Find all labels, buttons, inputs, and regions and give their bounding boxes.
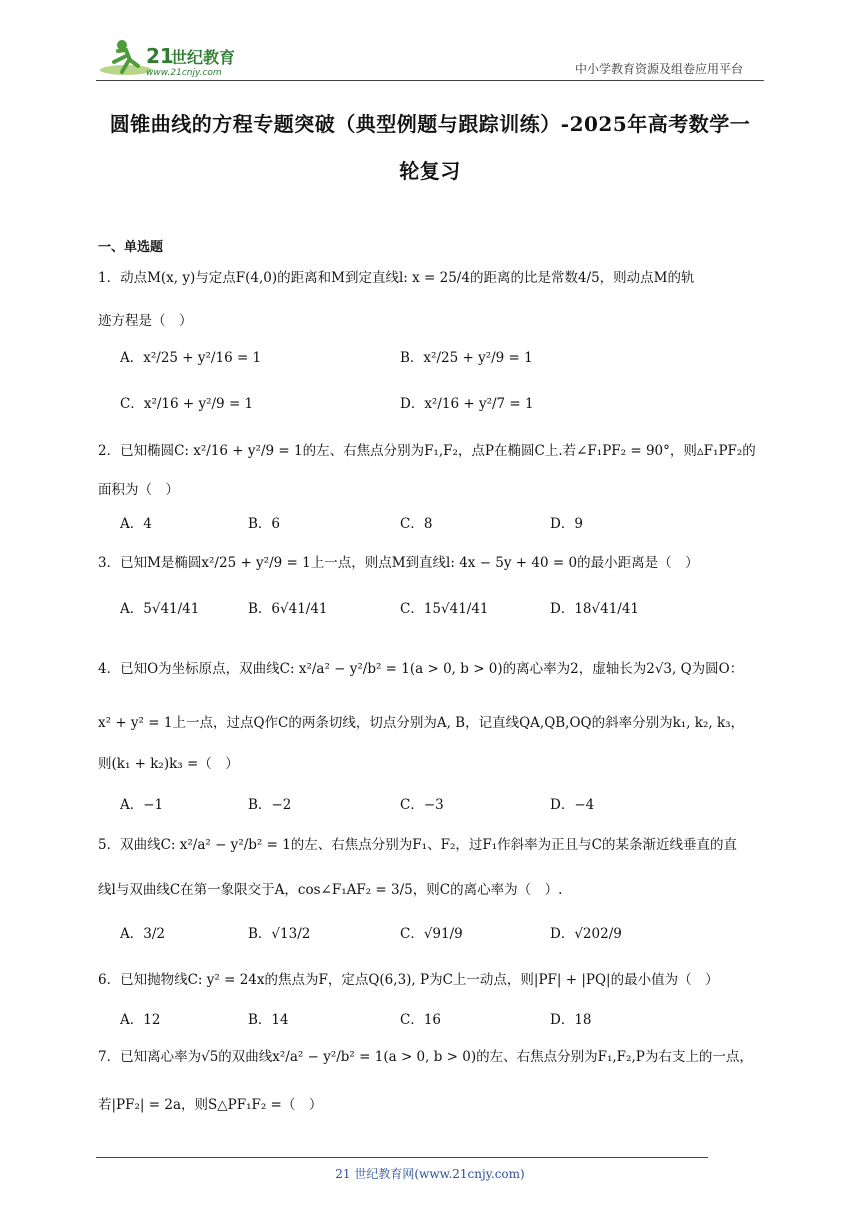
q6-option-d[interactable]: D．18	[550, 1012, 592, 1028]
q1-stem-line-1: 1．动点M(x, y)与定点F(4,0)的距离和M到定直线l: x = 25/4的距离的比是常数4/5，则动点M的轨	[98, 270, 695, 286]
q4-stem-line-1: 4．已知O为坐标原点，双曲线C: x²/a² − y²/b² = 1(a > 0, b > 0)的离心率为2，虚轴长为2√3, Q为圆O：	[98, 661, 744, 677]
q3-option-b[interactable]: B．6√41/41	[248, 601, 328, 617]
header-tagline: 中小学教育资源及组卷应用平台	[575, 62, 744, 76]
header-divider	[96, 80, 764, 81]
svg-text:世纪教育: 世纪教育	[171, 48, 236, 67]
q6-option-c[interactable]: C．16	[400, 1012, 442, 1028]
q3-option-a[interactable]: A．5√41/41	[120, 601, 200, 617]
footer-link[interactable]: 21 世纪教育网(www.21cnjy.com)	[335, 1167, 525, 1181]
footer-divider	[96, 1157, 708, 1158]
q2-stem-line-1: 2．已知椭圆C: x²/16 + y²/9 = 1的左、右焦点分别为F₁,F₂，点P在椭圆C上.若∠F₁PF₂ = 90°，则▵F₁PF₂的	[98, 443, 756, 459]
q4-option-b[interactable]: B．−2	[248, 797, 292, 813]
svg-text:www.21cnjy.com: www.21cnjy.com	[146, 68, 222, 78]
q1-stem-line-2: 迹方程是（ ）	[98, 313, 193, 329]
svg-text:21: 21	[146, 44, 174, 68]
q5-option-b[interactable]: B．√13/2	[248, 926, 311, 942]
q2-option-a[interactable]: A．4	[120, 516, 152, 532]
q4-stem-line-3: 则(k₁ + k₂)k₃ =（ ）	[98, 756, 239, 772]
q3-stem-line-1: 3．已知M是椭圆x²/25 + y²/9 = 1上一点，则点M到直线l: 4x − 5y + 40 = 0的最小距离是（ ）	[98, 555, 699, 571]
q2-option-c[interactable]: C．8	[400, 516, 433, 532]
q1-option-d[interactable]: D．x²/16 + y²/7 = 1	[400, 396, 534, 412]
q5-option-c[interactable]: C．√91/9	[400, 926, 463, 942]
q3-option-d[interactable]: D．18√41/41	[550, 601, 640, 617]
q6-stem-line-1: 6．已知抛物线C: y² = 24x的焦点为F，定点Q(6,3), P为C上一动点，则|PF| + |PQ|的最小值为（ ）	[98, 972, 719, 988]
q6-option-b[interactable]: B．14	[248, 1012, 289, 1028]
q5-stem-line-2: 线l与双曲线C在第一象限交于A，cos∠F₁AF₂ = 3/5，则C的离心率为（ ）.	[98, 882, 563, 898]
q6-option-a[interactable]: A．12	[120, 1012, 161, 1028]
q2-stem-line-2: 面积为（ ）	[98, 482, 179, 498]
page-title-line-1: 圆锥曲线的方程专题突破（典型例题与跟踪训练）-2025年高考数学一	[109, 112, 751, 136]
page-title-line-2: 轮复习	[399, 159, 461, 183]
q4-option-d[interactable]: D．−4	[550, 797, 595, 813]
q5-option-d[interactable]: D．√202/9	[550, 926, 622, 942]
q3-option-c[interactable]: C．15√41/41	[400, 601, 489, 617]
q2-option-b[interactable]: B．6	[248, 516, 281, 532]
q1-option-c[interactable]: C．x²/16 + y²/9 = 1	[120, 396, 254, 412]
q1-option-b[interactable]: B．x²/25 + y²/9 = 1	[400, 350, 533, 366]
q7-stem-line-2: 若|PF₂| = 2a，则S△PF₁F₂ =（ ）	[98, 1097, 323, 1113]
q4-option-a[interactable]: A．−1	[120, 797, 164, 813]
q4-option-c[interactable]: C．−3	[400, 797, 444, 813]
section-heading: 一、单选题	[98, 240, 164, 255]
q5-option-a[interactable]: A．3/2	[120, 926, 165, 942]
q4-stem-line-2: x² + y² = 1上一点，过点Q作C的两条切线，切点分别为A, B，记直线QA,QB,OQ的斜率分别为k₁, k₂, k₃，	[98, 715, 745, 731]
site-logo	[96, 36, 256, 80]
q7-stem-line-1: 7．已知离心率为√5的双曲线x²/a² − y²/b² = 1(a > 0, b > 0)的左、右焦点分别为F₁,F₂,P为右支上的一点，	[98, 1049, 753, 1065]
q5-stem-line-1: 5．双曲线C: x²/a² − y²/b² = 1的左、右焦点分别为F₁、F₂，过F₁作斜率为正且与C的某条渐近线垂直的直	[98, 837, 737, 853]
q2-option-d[interactable]: D．9	[550, 516, 583, 532]
q1-option-a[interactable]: A．x²/25 + y²/16 = 1	[120, 350, 262, 366]
